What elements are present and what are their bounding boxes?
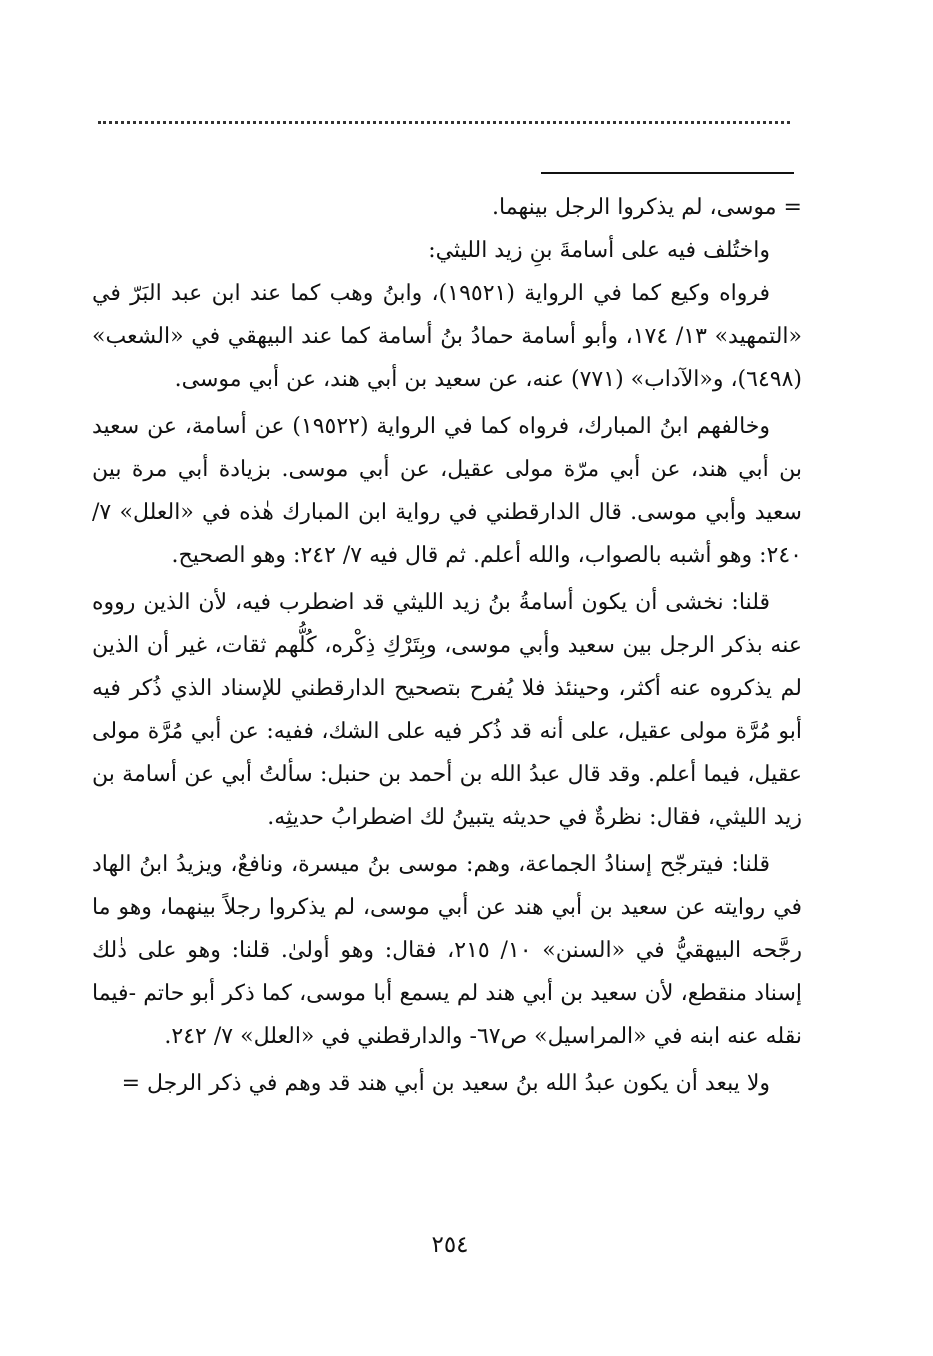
footnote-body xyxy=(92,186,802,1105)
footnote-paragraph-continuation: = موسى، لم يذكروا الرجل بينهما. xyxy=(492,195,802,220)
footnote-rule xyxy=(541,172,794,174)
footnote-paragraph: وخالفهم ابنُ المبارك، فرواه كما في الرواية (١٩٥٢٢) عن أسامة، عن سعيد بن أبي هند، عن أبي مرّة مولى عقيل، عن أبي موسى. بزيادة أبي مرة بين سعيد وأبي موسى. قال الدارقطني في رواية ابن المبارك هٰذه في «العلل» ٧/ ٢٤٠: وهو أشبه بالصواب، والله أعلم. ثم قال فيه ٧/ ٢٤٢: وهو الصحيح. xyxy=(92,414,802,568)
footnote-paragraph: فرواه وكيع كما في الرواية (١٩٥٢١)، وابنُ وهب كما عند ابن عبد البَرّ في «التمهيد» ١٣/ ١٧٤، وأبو أسامة حمادُ بنُ أسامة كما عند البيهقي في «الشعب» (٦٤٩٨)، و«الآداب» (٧٧١) عنه، عن سعيد بن أبي هند، عن أبي موسى. xyxy=(92,281,802,392)
footnote-paragraph: قلنا: فيترجّح إسنادُ الجماعة، وهم: موسى بنُ ميسرة، ونافعٌ، ويزيدُ ابنُ الهاد في روايته عن سعيد بن أبي هند عن أبي موسى، لم يذكروا رجلاً بينهما، وهو ما رجَّحه البيهقيُّ في «السنن» ١٠/ ٢١٥، فقال: وهو أولىٰ. قلنا: وهو على ذٰلك إسناد منقطع، لأن سعيد بن أبي هند لم يسمع أبا موسى، كما ذكر أبو حاتم -فيما نقله عنه ابنه في «المراسيل» ص٦٧- والدارقطني في «العلل» ٧/ ٢٤٢. xyxy=(92,852,803,1049)
footnote-paragraph-continued: ولا يبعد أن يكون عبدُ الله بنُ سعيد بن أبي هند قد وهم في ذكر الرجل = xyxy=(121,1071,770,1096)
page-number: ٢٥٤ xyxy=(431,1232,469,1258)
footnote-paragraph-heading: واختُلف فيه على أسامةَ بنِ زيد الليثي: xyxy=(428,238,770,263)
footnote-paragraph: قلنا: نخشى أن يكون أسامةُ بنُ زيد الليثي قد اضطرب فيه، لأن الذين رووه عنه بذكر الرجل بين سعيد وأبي موسى، وبِتَرْكِ ذِكْره، كُلُّهم ثقات، غير أن الذين لم يذكروه عنه أكثر، وحينئذ فلا يُفرح بتصحيح الدارقطني للإسناد الذي ذُكر فيه أبو مُرَّة مولى عقيل، على أنه قد ذُكر فيه على الشك، ففيه: عن أبي مُرَّة مولى عقيل، فيما أعلم. وقد قال عبدُ الله بن أحمد بن حنبل: سألتُ أبي عن أسامة بن زيد الليثي، فقال: نظرةٌ في حديثه يتبينُ لك اضطرابُ حديثِه. xyxy=(92,590,802,830)
dotted-separator xyxy=(98,121,790,124)
